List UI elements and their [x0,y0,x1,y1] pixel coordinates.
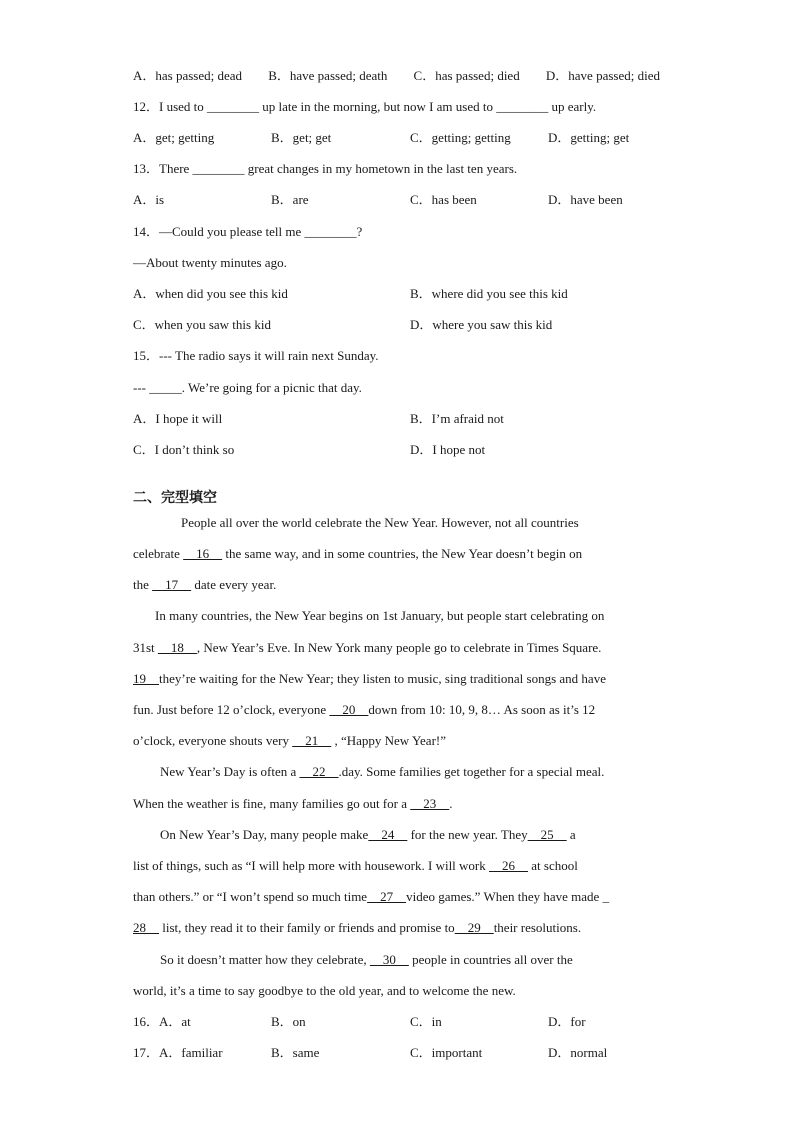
passage-line [133,731,446,751]
q11-option-a[interactable]: A．has passed; dead [133,68,243,83]
passage-text: down from 10: 10, 9, 8… As soon as it’s 12 [368,702,596,717]
blank-29[interactable]: 29 [454,920,494,935]
q11-options [133,66,660,86]
q12-option-a[interactable]: A．get; getting [133,130,215,145]
blank-28[interactable]: 28 [133,920,159,935]
passage-text: o’clock, everyone shouts very [133,733,293,748]
passage-text: video games.” When they have made _ [406,889,610,904]
blank-26[interactable]: 26 [489,858,529,873]
passage-text: their resolutions. [493,920,582,935]
passage-line: In many countries, the New Year begins on 1st January, but people start celebrating on [155,608,605,623]
q16-option-b[interactable]: B．on [271,1014,306,1029]
passage-text: , New Year’s Eve. In New York many people go to celebrate in Times Square. [196,640,602,655]
q12-stem: 12．I used to ________ up late in the morning, but now I am used to ________ up early. [133,99,597,114]
blank-21[interactable]: 21 [292,733,332,748]
passage-line [133,887,609,907]
blank-25[interactable]: 25 [527,827,567,842]
passage-line [133,638,601,658]
q13-option-c[interactable]: C．has been [410,192,477,207]
blank-24[interactable]: 24 [368,827,408,842]
q13-option-b[interactable]: B．are [271,192,309,207]
blank-30[interactable]: 30 [369,952,409,967]
q15-option-b[interactable]: B．I’m afraid not [410,411,504,426]
blank-23[interactable]: 23 [410,796,450,811]
q15-option-a[interactable]: A．I hope it will [133,411,223,426]
passage-line [133,669,606,689]
passage-text: than others.” or “I won’t spend so much time [133,889,368,904]
q14-option-a[interactable]: A．when did you see this kid [133,286,288,301]
blank-17[interactable]: 17 [152,577,192,592]
passage-text: people in countries all over the [408,952,573,967]
q13-option-a[interactable]: A．is [133,192,165,207]
passage-text: date every year. [191,577,277,592]
passage-line [133,544,582,564]
q15-option-d[interactable]: D．I hope not [410,442,486,457]
q14-reply: —About twenty minutes ago. [133,255,287,270]
passage-line [133,918,581,938]
passage-line [133,794,453,814]
q17-option-b[interactable]: B．same [271,1045,320,1060]
passage-text: celebrate [133,546,184,561]
passage-text: they’re waiting for the New Year; they listen to music, sing traditional songs and have [159,671,606,686]
passage-text: . [449,796,453,811]
passage-line: People all over the world celebrate the New Year. However, not all countries [181,515,579,530]
q12-option-c[interactable]: C．getting; getting [410,130,511,145]
passage-text: the same way, and in some countries, the New Year doesn’t begin on [222,546,583,561]
passage-line [133,575,276,595]
blank-27[interactable]: 27 [367,889,407,904]
passage-text: for the new year. They [407,827,528,842]
blank-18[interactable]: 18 [157,640,197,655]
passage-text: at school [528,858,578,873]
q17-option-c[interactable]: C．important [410,1045,483,1060]
passage-line [133,700,595,720]
q11-option-c[interactable]: C．has passed; died [413,68,520,83]
passage-line [160,762,604,782]
passage-text: 31st [133,640,158,655]
passage-text: list, they read it to their family or friends and promise to [159,920,455,935]
passage-text: New Year’s Day is often a [160,764,300,779]
q15-stem: 15．--- The radio says it will rain next Sunday. [133,348,379,363]
section-heading-cloze: 二、完型填空 [133,489,217,505]
passage-text: .day. Some families get together for a special meal. [338,764,605,779]
passage-line: world, it’s a time to say goodbye to the old year, and to welcome the new. [133,983,516,998]
blank-20[interactable]: 20 [329,702,369,717]
q13-stem: 13．There ________ great changes in my hometown in the last ten years. [133,161,518,176]
blank-16[interactable]: 16 [183,546,223,561]
passage-line [160,825,576,845]
q16-option-d[interactable]: D．for [548,1014,586,1029]
q12-option-d[interactable]: D．getting; get [548,130,630,145]
passage-line [160,950,573,970]
blank-22[interactable]: 22 [299,764,339,779]
passage-text: , “Happy New Year!” [331,733,447,748]
passage-text: So it doesn’t matter how they celebrate, [160,952,370,967]
passage-text: list of things, such as “I will help more with housework. I will work [133,858,490,873]
blank-19[interactable]: 19 [133,671,159,686]
q12-option-b[interactable]: B．get; get [271,130,332,145]
q14-stem: 14．—Could you please tell me ________? [133,224,363,239]
q15-option-c[interactable]: C．I don’t think so [133,442,235,457]
passage-text: When the weather is fine, many families go out for a [133,796,411,811]
q11-option-d[interactable]: D．have passed; died [545,68,660,83]
q15-reply: --- _____. We’re going for a picnic that day. [133,380,362,395]
q17-option-d[interactable]: D．normal [548,1045,608,1060]
q13-option-d[interactable]: D．have been [548,192,623,207]
passage-text: the [133,577,153,592]
passage-text: On New Year’s Day, many people make [160,827,369,842]
passage-line [133,856,578,876]
q14-option-c[interactable]: C．when you saw this kid [133,317,271,332]
q14-option-d[interactable]: D．where you saw this kid [410,317,553,332]
q16-option-c[interactable]: C．in [410,1014,442,1029]
q14-option-b[interactable]: B．where did you see this kid [410,286,568,301]
q17-option-a[interactable]: 17．A．familiar [133,1045,223,1060]
passage-text: fun. Just before 12 o’clock, everyone [133,702,330,717]
q16-option-a[interactable]: 16．A．at [133,1014,191,1029]
q11-option-b[interactable]: B．have passed; death [268,68,388,83]
passage-text: a [566,827,576,842]
